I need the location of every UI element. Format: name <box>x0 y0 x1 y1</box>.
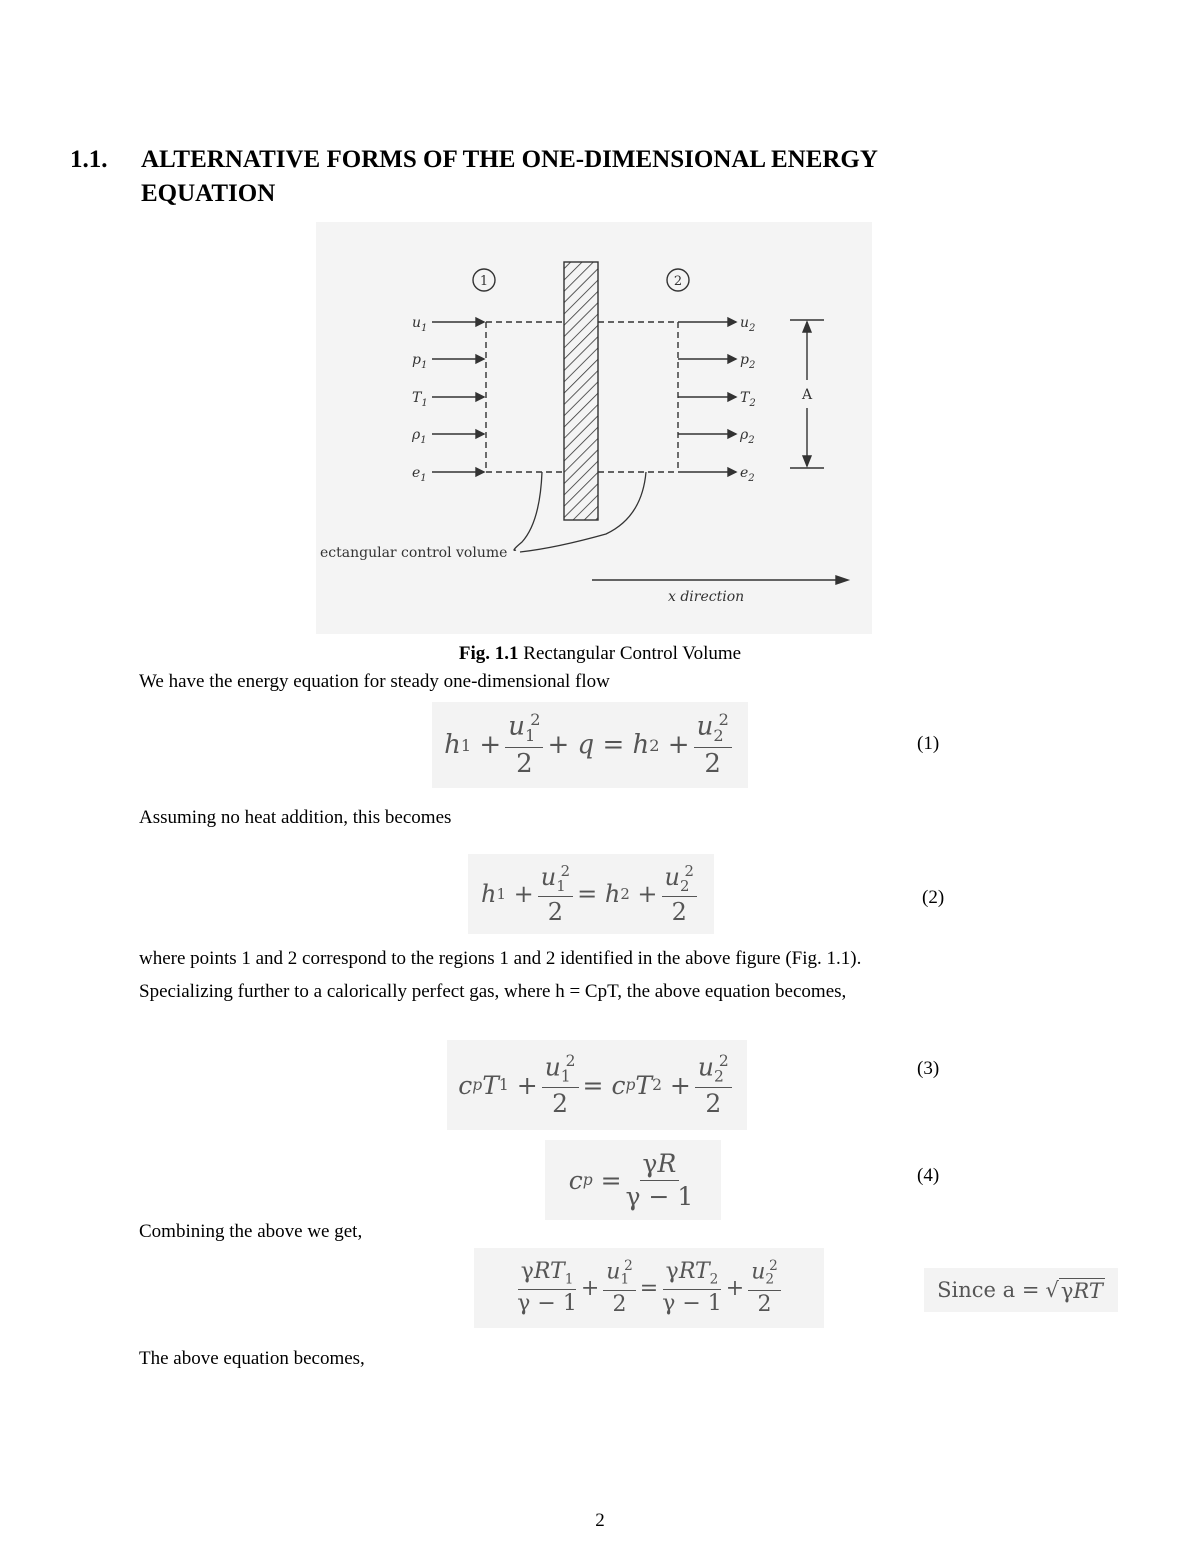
equation-4: c p = $\frac{\gamma R}{\gamma - 1}$ <box>545 1140 721 1220</box>
paragraph-1: We have the energy equation for steady one-dimensional flow <box>139 671 610 692</box>
equation-2-number: (2) <box>922 887 945 908</box>
x-direction-arrow <box>592 576 848 584</box>
region-2-label: 2 <box>673 274 683 289</box>
paragraph-4: Combining the above we get, <box>139 1221 363 1242</box>
paragraph-3a: where points 1 and 2 correspond to the regions 1 and 2 identified in the above figure (Fig. 1.1). <box>139 948 862 969</box>
inlet-label-p: $p_1$ <box>412 352 428 371</box>
control-volume-diagram <box>316 222 872 634</box>
control-volume-label: ectangular control volume <box>320 545 508 561</box>
speed-of-sound-relation: Since a = √ γRT <box>924 1268 1118 1312</box>
inlet-label-u: $u_1$ <box>412 315 428 334</box>
inlet-label-e: $e_1$ <box>412 465 427 484</box>
outlet-label-T: $T_2$ <box>740 390 756 409</box>
x-direction-label: x direction <box>668 589 745 605</box>
figure-caption-prefix: Fig. 1.1 <box>458 643 519 664</box>
paragraph-3b: Specializing further to a calorically perfect gas, where h = CpT, the above equation becomes, <box>139 981 847 1002</box>
outlet-label-e: $e_2$ <box>740 465 755 484</box>
page-number: 2 <box>595 1510 605 1531</box>
figure-caption <box>0 641 1200 667</box>
equation-4-number: (4) <box>917 1165 940 1186</box>
figure-rectangular-control-volume <box>316 222 872 634</box>
equation-1: h 1 + $\frac{u_1^2}{2}$ + q = h 2 + $\frac{u_2^2}{2}$ <box>432 702 748 788</box>
area-label: A <box>801 387 813 403</box>
equation-1-number: (1) <box>917 733 940 754</box>
paragraph-5: The above equation becomes, <box>139 1348 365 1369</box>
region-1-label: 1 <box>479 274 489 289</box>
figure-caption-text: Rectangular Control Volume <box>518 643 742 664</box>
outlet-label-p: $p_2$ <box>740 352 756 371</box>
section-title-line1: ALTERNATIVE FORMS OF THE ONE-DIMENSIONAL ENERGY <box>141 146 878 173</box>
equation-2: h 1 + $\frac{u_1^2}{2}$ = h 2 + $\frac{u_2^2}{2}$ <box>468 854 714 934</box>
equation-combined: $\frac{\gamma RT_1}{\gamma - 1}$ + $\frac{u_1^2}{2}$ = $\frac{\gamma RT_2}{\gamma - 1}$ + $\frac{u_2^2}{2}$ <box>474 1248 824 1328</box>
wall <box>564 262 598 520</box>
section-number: 1.1. <box>70 146 108 173</box>
section-title-line2: EQUATION <box>141 180 276 207</box>
outlet-label-rho: $\rho_2$ <box>740 427 755 446</box>
equation-3: c p T 1 + $\frac{u_1^2}{2}$ = c p T 2 + $\frac{u_2^2}{2}$ <box>447 1040 747 1130</box>
outlet-label-u: $u_2$ <box>740 315 756 334</box>
equation-3-number: (3) <box>917 1058 940 1079</box>
since-text: Since a = <box>937 1278 1040 1302</box>
inlet-label-rho: $\rho_1$ <box>412 427 427 446</box>
paragraph-2: Assuming no heat addition, this becomes <box>139 807 452 828</box>
inlet-label-T: $T_1$ <box>412 390 428 409</box>
